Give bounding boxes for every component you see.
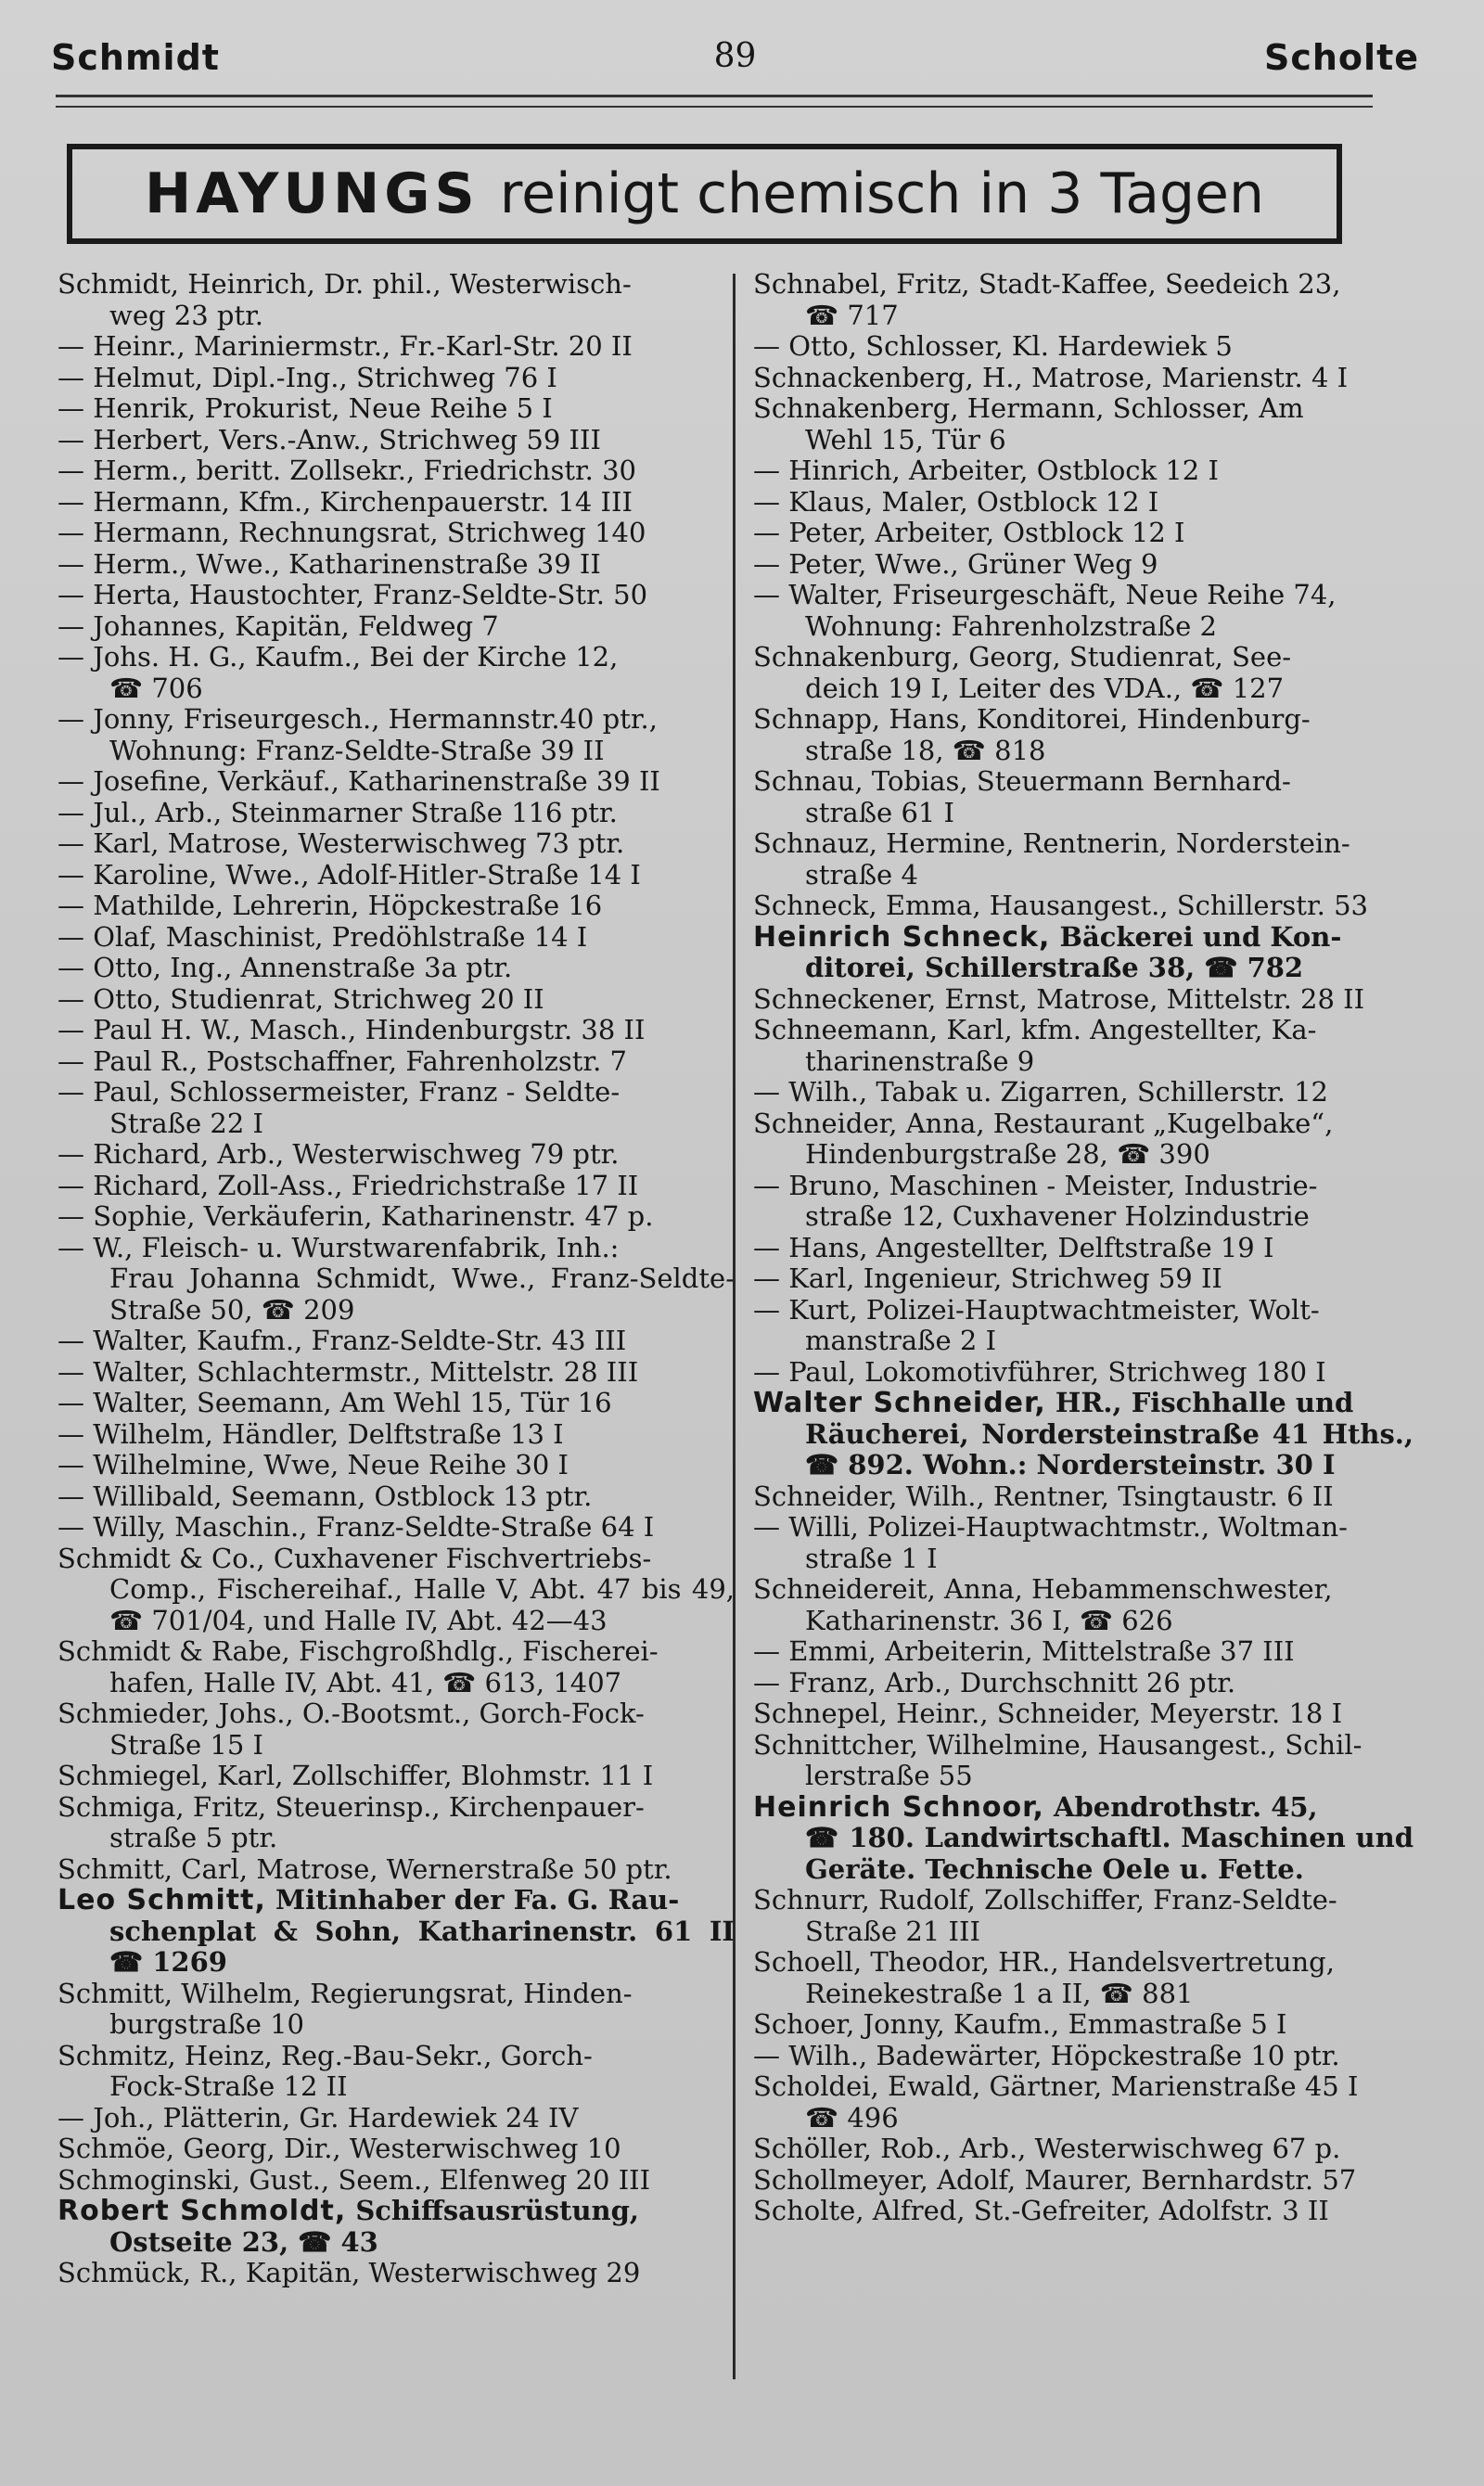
- entry-first-line: — Mathilde, Lehrerin, Höpckestraße 16: [58, 890, 603, 921]
- entry-first-line: Schmiegel, Karl, Zollschiffer, Blohmstr. 11 I: [58, 1760, 654, 1791]
- entry-first-line: — Otto, Schlosser, Kl. Hardewiek 5: [753, 330, 1233, 362]
- entry-continuation: Straße 15 I: [109, 1728, 263, 1761]
- directory-entry: [753, 1077, 1414, 1108]
- directory-entry: [58, 1077, 735, 1139]
- entry-first-line: — Herm., beritt. Zollsekr., Friedrichstr. 30: [58, 455, 636, 486]
- directory-entry: [753, 1730, 1414, 1792]
- entry-continuation: straße 61 I: [805, 796, 955, 828]
- entry-continuation: weg 23 ptr.: [109, 299, 263, 331]
- entry-first-line: — Herm., Wwe., Katharinenstraße 39 II: [58, 547, 601, 580]
- business-listing: [58, 2196, 735, 2258]
- directory-entry: [753, 2196, 1414, 2227]
- directory-entry: [753, 1171, 1414, 1233]
- entry-first-line: Schneemann, Karl, kfm. Angestellter, Ka-: [753, 1014, 1317, 1045]
- directory-entry: [58, 363, 735, 394]
- header-rule: [56, 95, 1373, 97]
- entry-first-line: Schmitz, Heinz, Reg.-Bau-Sekr., Gorch-: [58, 2039, 593, 2071]
- entry-first-line: Schnurr, Rudolf, Zollschiffer, Franz-Seldte-: [753, 1884, 1337, 1916]
- directory-entry: [753, 549, 1414, 581]
- entry-first-line: — Klaus, Maler, Ostblock 12 I: [753, 485, 1159, 518]
- left-column: [58, 269, 735, 2289]
- entry-first-line: Schmöe, Georg, Dir., Westerwischweg 10: [58, 2133, 621, 2164]
- entry-continuation: straße 4: [805, 858, 918, 891]
- entry-continuation: burgstraße 10: [109, 2008, 305, 2040]
- directory-entry: [753, 1668, 1414, 1699]
- entry-continuation: Hindenburgstraße 28, ☎ 390: [805, 1138, 1210, 1170]
- entry-first-line: [58, 2195, 639, 2226]
- directory-entry: [753, 2165, 1414, 2197]
- entry-first-line: — Wilhelmine, Wwe, Neue Reihe 30 I: [58, 1449, 569, 1480]
- directory-entry: [753, 518, 1414, 549]
- entry-continuation: hafen, Halle IV, Abt. 41, ☎ 613, 1407: [109, 1666, 622, 1698]
- entry-first-line: Schneckener, Ernst, Matrose, Mittelstr. 28 II: [753, 982, 1365, 1015]
- directory-entry: [58, 1698, 735, 1761]
- entry-first-line: — Karl, Ingenieur, Strichweg 59 II: [753, 1262, 1222, 1294]
- business-listing: [753, 922, 1414, 984]
- advert-slogan: reinigt chemisch in 3 Tagen: [499, 161, 1264, 226]
- entry-first-line: Schneider, Wilh., Rentner, Tsingtaustr. 6 II: [753, 1480, 1334, 1512]
- directory-entry: [753, 2071, 1414, 2134]
- entry-first-line: Schnauz, Hermine, Rentnerin, Norderstein-: [753, 827, 1350, 859]
- directory-entry: [58, 331, 735, 363]
- entry-first-line: — Herbert, Vers.-Anw., Strichweg 59 III: [58, 423, 601, 455]
- directory-entry: [58, 704, 735, 766]
- directory-entry: [58, 1171, 735, 1202]
- entry-text: Bäckerei und Kon-: [1050, 920, 1342, 953]
- header-first-entry: Schmidt: [51, 37, 220, 78]
- directory-entry: [753, 1574, 1414, 1636]
- entry-continuation: Ostseite 23, ☎ 43: [109, 2225, 378, 2258]
- directory-entry: [753, 1698, 1414, 1730]
- directory-entry: [58, 1357, 735, 1389]
- entry-continuation: deich 19 I, Leiter des VDA., ☎ 127: [805, 672, 1285, 704]
- entry-first-line: — Richard, Zoll-Ass., Friedrichstraße 17 II: [58, 1169, 639, 1201]
- entry-continuation: Straße 22 I: [109, 1107, 263, 1139]
- entry-continuation: lerstraße 55: [805, 1760, 973, 1791]
- entry-continuation: Wohnung: Fahrenholzstraße 2: [805, 609, 1217, 642]
- directory-entry: [753, 1885, 1414, 1947]
- advert-brand: HAYUNGS: [144, 161, 480, 226]
- directory-entry: [58, 953, 735, 984]
- directory-entry: [753, 1295, 1414, 1357]
- directory-entry: [753, 331, 1414, 363]
- directory-entry: [753, 363, 1414, 394]
- directory-entry: [58, 1419, 735, 1451]
- directory-entry: [753, 1108, 1414, 1171]
- directory-entry: [58, 518, 735, 549]
- entry-continuation: straße 12, Cuxhavener Holzindustrie: [805, 1200, 1310, 1232]
- entry-first-line: — Kurt, Polizei-Hauptwachtmeister, Wolt-: [753, 1293, 1320, 1326]
- entry-first-line: — Jonny, Friseurgesch., Hermannstr.40 ptr.,: [58, 703, 658, 735]
- entry-continuation: Wehl 15, Tür 6: [805, 423, 1006, 455]
- directory-entry: [753, 487, 1414, 519]
- directory-entry: [58, 455, 735, 487]
- entry-first-line: — Bruno, Maschinen - Meister, Industrie-: [753, 1169, 1318, 1201]
- directory-entry: [58, 766, 735, 798]
- directory-entry: [58, 1450, 735, 1481]
- directory-entry: [58, 1233, 735, 1326]
- directory-entry: [58, 1544, 735, 1637]
- entry-text: Schiffsausrüstung,: [346, 2195, 639, 2226]
- directory-entry: [753, 2134, 1414, 2165]
- page-header: [51, 37, 1419, 80]
- entry-first-line: Schnapp, Hans, Konditorei, Hindenburg-: [753, 703, 1311, 735]
- directory-entry: [753, 891, 1414, 922]
- entry-first-line: Schneck, Emma, Hausangest., Schillerstr. 53: [753, 890, 1368, 921]
- entry-continuation: tharinenstraße 9: [805, 1044, 1035, 1077]
- entry-first-line: — Paul, Schlossermeister, Franz - Seldte-: [58, 1076, 620, 1108]
- entry-first-line: Schoer, Jonny, Kaufm., Emmastraße 5 I: [753, 2008, 1287, 2040]
- directory-entry: [753, 1512, 1414, 1574]
- entry-first-line: — Sophie, Verkäuferin, Katharinenstr. 47 p.: [58, 1200, 654, 1232]
- entry-first-line: — Hans, Angestellter, Delftstraße 19 I: [753, 1231, 1274, 1263]
- directory-entry: [58, 984, 735, 1016]
- directory-entry: [58, 425, 735, 456]
- directory-entry: [753, 984, 1414, 1016]
- directory-entry: [58, 393, 735, 425]
- directory-entry: [58, 2103, 735, 2134]
- directory-entry: [58, 1792, 735, 1854]
- entry-first-line: Scholdei, Ewald, Gärtner, Marienstraße 45 I: [753, 2070, 1359, 2102]
- directory-entry: [58, 269, 735, 331]
- entry-text: Mitinhaber der Fa. G. Rau-: [265, 1884, 680, 1916]
- entry-continuation: straße 5 ptr.: [109, 1822, 278, 1853]
- page-number: 89: [713, 37, 757, 75]
- entry-text: Abendrothstr. 45,: [1043, 1790, 1318, 1823]
- business-listing: [753, 1388, 1414, 1481]
- entry-first-line: Schmidt & Co., Cuxhavener Fischvertriebs-: [58, 1542, 652, 1574]
- entry-first-line: — Helmut, Dipl.-Ing., Strichweg 76 I: [58, 361, 557, 393]
- directory-entry: [753, 1636, 1414, 1668]
- directory-entry: [753, 269, 1414, 331]
- entry-first-line: — Willibald, Seemann, Ostblock 13 ptr.: [58, 1480, 593, 1512]
- entry-first-line: Schmidt, Heinrich, Dr. phil., Westerwisch-: [58, 268, 632, 300]
- directory-entry: [753, 1481, 1414, 1513]
- entry-first-line: Schmitt, Carl, Matrose, Wernerstraße 50 ptr.: [58, 1852, 672, 1885]
- directory-entry: [58, 580, 735, 611]
- entry-text: HR., Fischhalle und: [1045, 1387, 1354, 1418]
- entry-continuation: ☎ 706: [109, 672, 203, 704]
- directory-entry: [753, 1015, 1414, 1077]
- entry-first-line: — Wilh., Badewärter, Höpckestraße 10 ptr.: [753, 2039, 1340, 2071]
- directory-entry: [753, 2009, 1414, 2041]
- directory-entry: [58, 828, 735, 860]
- entry-first-line: — Walter, Friseurgeschäft, Neue Reihe 74,: [753, 579, 1337, 610]
- directory-entry: [58, 642, 735, 704]
- entry-continuation: straße 1 I: [805, 1542, 938, 1574]
- entry-continuation: schenplat & Sohn, Katharinenstr. 61 II ☎ 1269: [109, 1915, 735, 1978]
- entry-first-line: — Walter, Seemann, Am Wehl 15, Tür 16: [58, 1387, 612, 1418]
- entry-continuation: straße 18, ☎ 818: [805, 734, 1046, 766]
- entry-first-line: — Herta, Haustochter, Franz-Seldte-Str. 50: [58, 579, 648, 610]
- directory-entry: [58, 2041, 735, 2103]
- entry-first-line: [753, 1387, 1353, 1418]
- directory-entry: [58, 1388, 735, 1419]
- entry-first-line: Schmück, R., Kapitän, Westerwischweg 29: [58, 2257, 641, 2288]
- entry-first-line: — Karoline, Wwe., Adolf-Hitler-Straße 14 I: [58, 858, 641, 891]
- business-name: Walter Schneider,: [753, 1387, 1046, 1419]
- directory-entry: [58, 1046, 735, 1078]
- entry-first-line: Schnau, Tobias, Steuermann Bernhard-: [753, 765, 1291, 797]
- entry-first-line: Schnabel, Fritz, Stadt-Kaffee, Seedeich 23,: [753, 268, 1341, 300]
- directory-entry: [58, 2258, 735, 2289]
- directory-entry: [58, 1512, 735, 1544]
- directory-entry: [58, 1761, 735, 1792]
- entry-first-line: — Hermann, Rechnungsrat, Strichweg 140: [58, 517, 646, 548]
- entry-continuation: Fock-Straße 12 II: [109, 2070, 348, 2102]
- entry-first-line: [753, 1791, 1318, 1823]
- entry-first-line: Schmoginski, Gust., Seem., Elfenweg 20 III: [58, 2163, 651, 2196]
- entry-continuation: Räucherei, Nordersteinstraße 41 Hths., ☎ 892. Wohn.: Nordersteinstr. 30 I: [805, 1417, 1414, 1480]
- directory-entry: [753, 580, 1414, 642]
- entry-first-line: — Henrik, Prokurist, Neue Reihe 5 I: [58, 392, 553, 424]
- entry-first-line: Schneidereit, Anna, Hebammenschwester,: [753, 1573, 1333, 1605]
- entry-first-line: — Richard, Arb., Westerwischweg 79 ptr.: [58, 1138, 620, 1170]
- entry-first-line: — Walter, Schlachtermstr., Mittelstr. 28 III: [58, 1355, 639, 1388]
- entry-first-line: — Joh., Plätterin, Gr. Hardewiek 24 IV: [58, 2101, 579, 2134]
- entry-first-line: [58, 1884, 679, 1916]
- entry-first-line: Schnackenberg, H., Matrose, Marienstr. 4 I: [753, 361, 1349, 393]
- directory-entry: [58, 1481, 735, 1513]
- directory-entry: [58, 1139, 735, 1171]
- directory-entry: [753, 1357, 1414, 1389]
- directory-entry: [58, 1201, 735, 1233]
- right-column: [753, 269, 1414, 2227]
- entry-first-line: — Otto, Ing., Annenstraße 3a ptr.: [58, 952, 513, 983]
- business-listing: [58, 1885, 735, 1979]
- entry-first-line: — Hinrich, Arbeiter, Ostblock 12 I: [753, 455, 1219, 486]
- business-name: Robert Schmoldt,: [58, 2195, 347, 2227]
- entry-first-line: — Olaf, Maschinist, Predöhlstraße 14 I: [58, 920, 588, 953]
- entry-first-line: — Peter, Arbeiter, Ostblock 12 I: [753, 517, 1185, 548]
- entry-continuation: Reinekestraße 1 a II, ☎ 881: [805, 1977, 1194, 2009]
- business-listing: [753, 1792, 1414, 1886]
- directory-entry: [58, 860, 735, 891]
- entry-first-line: Scholte, Alfred, St.-Gefreiter, Adolfstr. 3 II: [753, 2195, 1329, 2226]
- entry-first-line: — Willi, Polizei-Hauptwachtmstr., Woltman-: [753, 1511, 1348, 1543]
- entry-first-line: Schnakenburg, Georg, Studienrat, See-: [753, 641, 1292, 673]
- directory-entry: [58, 1854, 735, 1886]
- entry-continuation: ☎ 717: [805, 299, 899, 331]
- directory-entry: [58, 922, 735, 954]
- entry-first-line: Schneider, Anna, Restaurant „Kugelbake“,: [753, 1107, 1334, 1139]
- directory-entry: [58, 1636, 735, 1698]
- entry-first-line: — Otto, Studienrat, Strichweg 20 II: [58, 982, 544, 1015]
- directory-entry: [58, 798, 735, 829]
- advertisement-banner: [67, 144, 1342, 244]
- header-last-entry: Scholte: [1263, 37, 1419, 78]
- entry-first-line: — Johannes, Kapitän, Feldweg 7: [58, 609, 499, 642]
- directory-entry: [58, 487, 735, 519]
- entry-first-line: Schmidt & Rabe, Fischgroßhdlg., Fischerei-: [58, 1635, 659, 1667]
- entry-first-line: — Hermann, Kfm., Kirchenpauerstr. 14 III: [58, 485, 633, 518]
- directory-entry: [753, 1233, 1414, 1264]
- entry-first-line: Schmieder, Johs., O.-Bootsmt., Gorch-Fock-: [58, 1698, 645, 1729]
- directory-entry: [753, 393, 1414, 455]
- entry-continuation: Comp., Fischereihaf., Halle V, Abt. 47 bis 49, ☎ 701/04, und Halle IV, Abt. 42—43: [109, 1573, 735, 1636]
- entry-first-line: Schollmeyer, Adolf, Maurer, Bernhardstr. 57: [753, 2163, 1357, 2196]
- directory-entry: [753, 766, 1414, 828]
- entry-first-line: — W., Fleisch- u. Wurstwarenfabrik, Inh.:: [58, 1231, 620, 1263]
- entry-first-line: — Wilhelm, Händler, Delftstraße 13 I: [58, 1417, 564, 1450]
- entry-first-line: Schmitt, Wilhelm, Regierungsrat, Hinden-: [58, 1977, 633, 2009]
- entry-continuation: ☎ 180. Landwirtschaftl. Maschinen und Geräte. Technische Oele u. Fette.: [805, 1822, 1414, 1885]
- directory-entry: [753, 642, 1414, 704]
- entry-first-line: Schöller, Rob., Arb., Westerwischweg 67 p.: [753, 2133, 1341, 2164]
- directory-entry: [753, 828, 1414, 891]
- directory-entry: [753, 1263, 1414, 1295]
- entry-first-line: [753, 921, 1341, 953]
- directory-entry: [58, 549, 735, 581]
- entry-first-line: — Paul, Lokomotivführer, Strichweg 180 I: [753, 1355, 1326, 1388]
- entry-continuation: Katharinenstr. 36 I, ☎ 626: [805, 1604, 1173, 1636]
- entry-first-line: — Josefine, Verkäuf., Katharinenstraße 39 II: [58, 765, 660, 797]
- column-divider: [733, 274, 736, 2379]
- directory-entry: [58, 2165, 735, 2197]
- entry-first-line: — Franz, Arb., Durchschnitt 26 ptr.: [753, 1666, 1236, 1698]
- entry-continuation: Frau Johanna Schmidt, Wwe., Franz-Seldte-Straße 50, ☎ 209: [109, 1262, 735, 1326]
- entry-first-line: — Paul R., Postschaffner, Fahrenholzstr. 7: [58, 1044, 627, 1077]
- entry-first-line: Schmiga, Fritz, Steuerinsp., Kirchenpauer-: [58, 1790, 645, 1823]
- entry-first-line: — Willy, Maschin., Franz-Seldte-Straße 64 I: [58, 1511, 655, 1543]
- entry-first-line: — Peter, Wwe., Grüner Weg 9: [753, 547, 1158, 580]
- directory-entry: [753, 704, 1414, 766]
- entry-first-line: — Jul., Arb., Steinmarner Straße 116 ptr.: [58, 796, 618, 828]
- entry-first-line: — Walter, Kaufm., Franz-Seldte-Str. 43 III: [58, 1325, 627, 1356]
- entry-first-line: — Paul H. W., Masch., Hindenburgstr. 38 II: [58, 1014, 646, 1045]
- entry-continuation: ☎ 496: [805, 2101, 899, 2134]
- entry-first-line: Schnittcher, Wilhelmine, Hausangest., Schil-: [753, 1728, 1362, 1761]
- business-name: Leo Schmitt,: [58, 1884, 266, 1916]
- directory-entry: [753, 1947, 1414, 2009]
- directory-entry: [58, 1015, 735, 1046]
- entry-first-line: Schnakenberg, Hermann, Schlosser, Am: [753, 392, 1304, 424]
- directory-entry: [58, 891, 735, 922]
- entry-continuation: Wohnung: Franz-Seldte-Straße 39 II: [109, 734, 605, 766]
- entry-first-line: — Johs. H. G., Kaufm., Bei der Kirche 12,: [58, 641, 619, 673]
- entry-first-line: Schoell, Theodor, HR., Handelsvertretung,: [753, 1946, 1335, 1978]
- directory-entry: [58, 611, 735, 643]
- entry-first-line: — Heinr., Mariniermstr., Fr.-Karl-Str. 20 II: [58, 330, 633, 362]
- directory-entry: [58, 1326, 735, 1357]
- entry-continuation: Straße 21 III: [805, 1915, 980, 1947]
- directory-entry: [58, 2134, 735, 2165]
- business-name: Heinrich Schnoor,: [753, 1790, 1044, 1824]
- directory-entry: [58, 1979, 735, 2041]
- entry-continuation: manstraße 2 I: [805, 1325, 997, 1356]
- entry-first-line: — Emmi, Arbeiterin, Mittelstraße 37 III: [753, 1635, 1295, 1667]
- entry-continuation: ditorei, Schillerstraße 38, ☎ 782: [805, 952, 1304, 983]
- business-name: Heinrich Schneck,: [753, 920, 1051, 954]
- directory-entry: [753, 455, 1414, 487]
- entry-first-line: Schnepel, Heinr., Schneider, Meyerstr. 18 I: [753, 1698, 1343, 1729]
- header-rule: [56, 106, 1373, 108]
- entry-first-line: — Wilh., Tabak u. Zigarren, Schillerstr. 12: [753, 1076, 1329, 1108]
- entry-first-line: — Karl, Matrose, Westerwischweg 73 ptr.: [58, 827, 625, 859]
- directory-entry: [753, 2041, 1414, 2072]
